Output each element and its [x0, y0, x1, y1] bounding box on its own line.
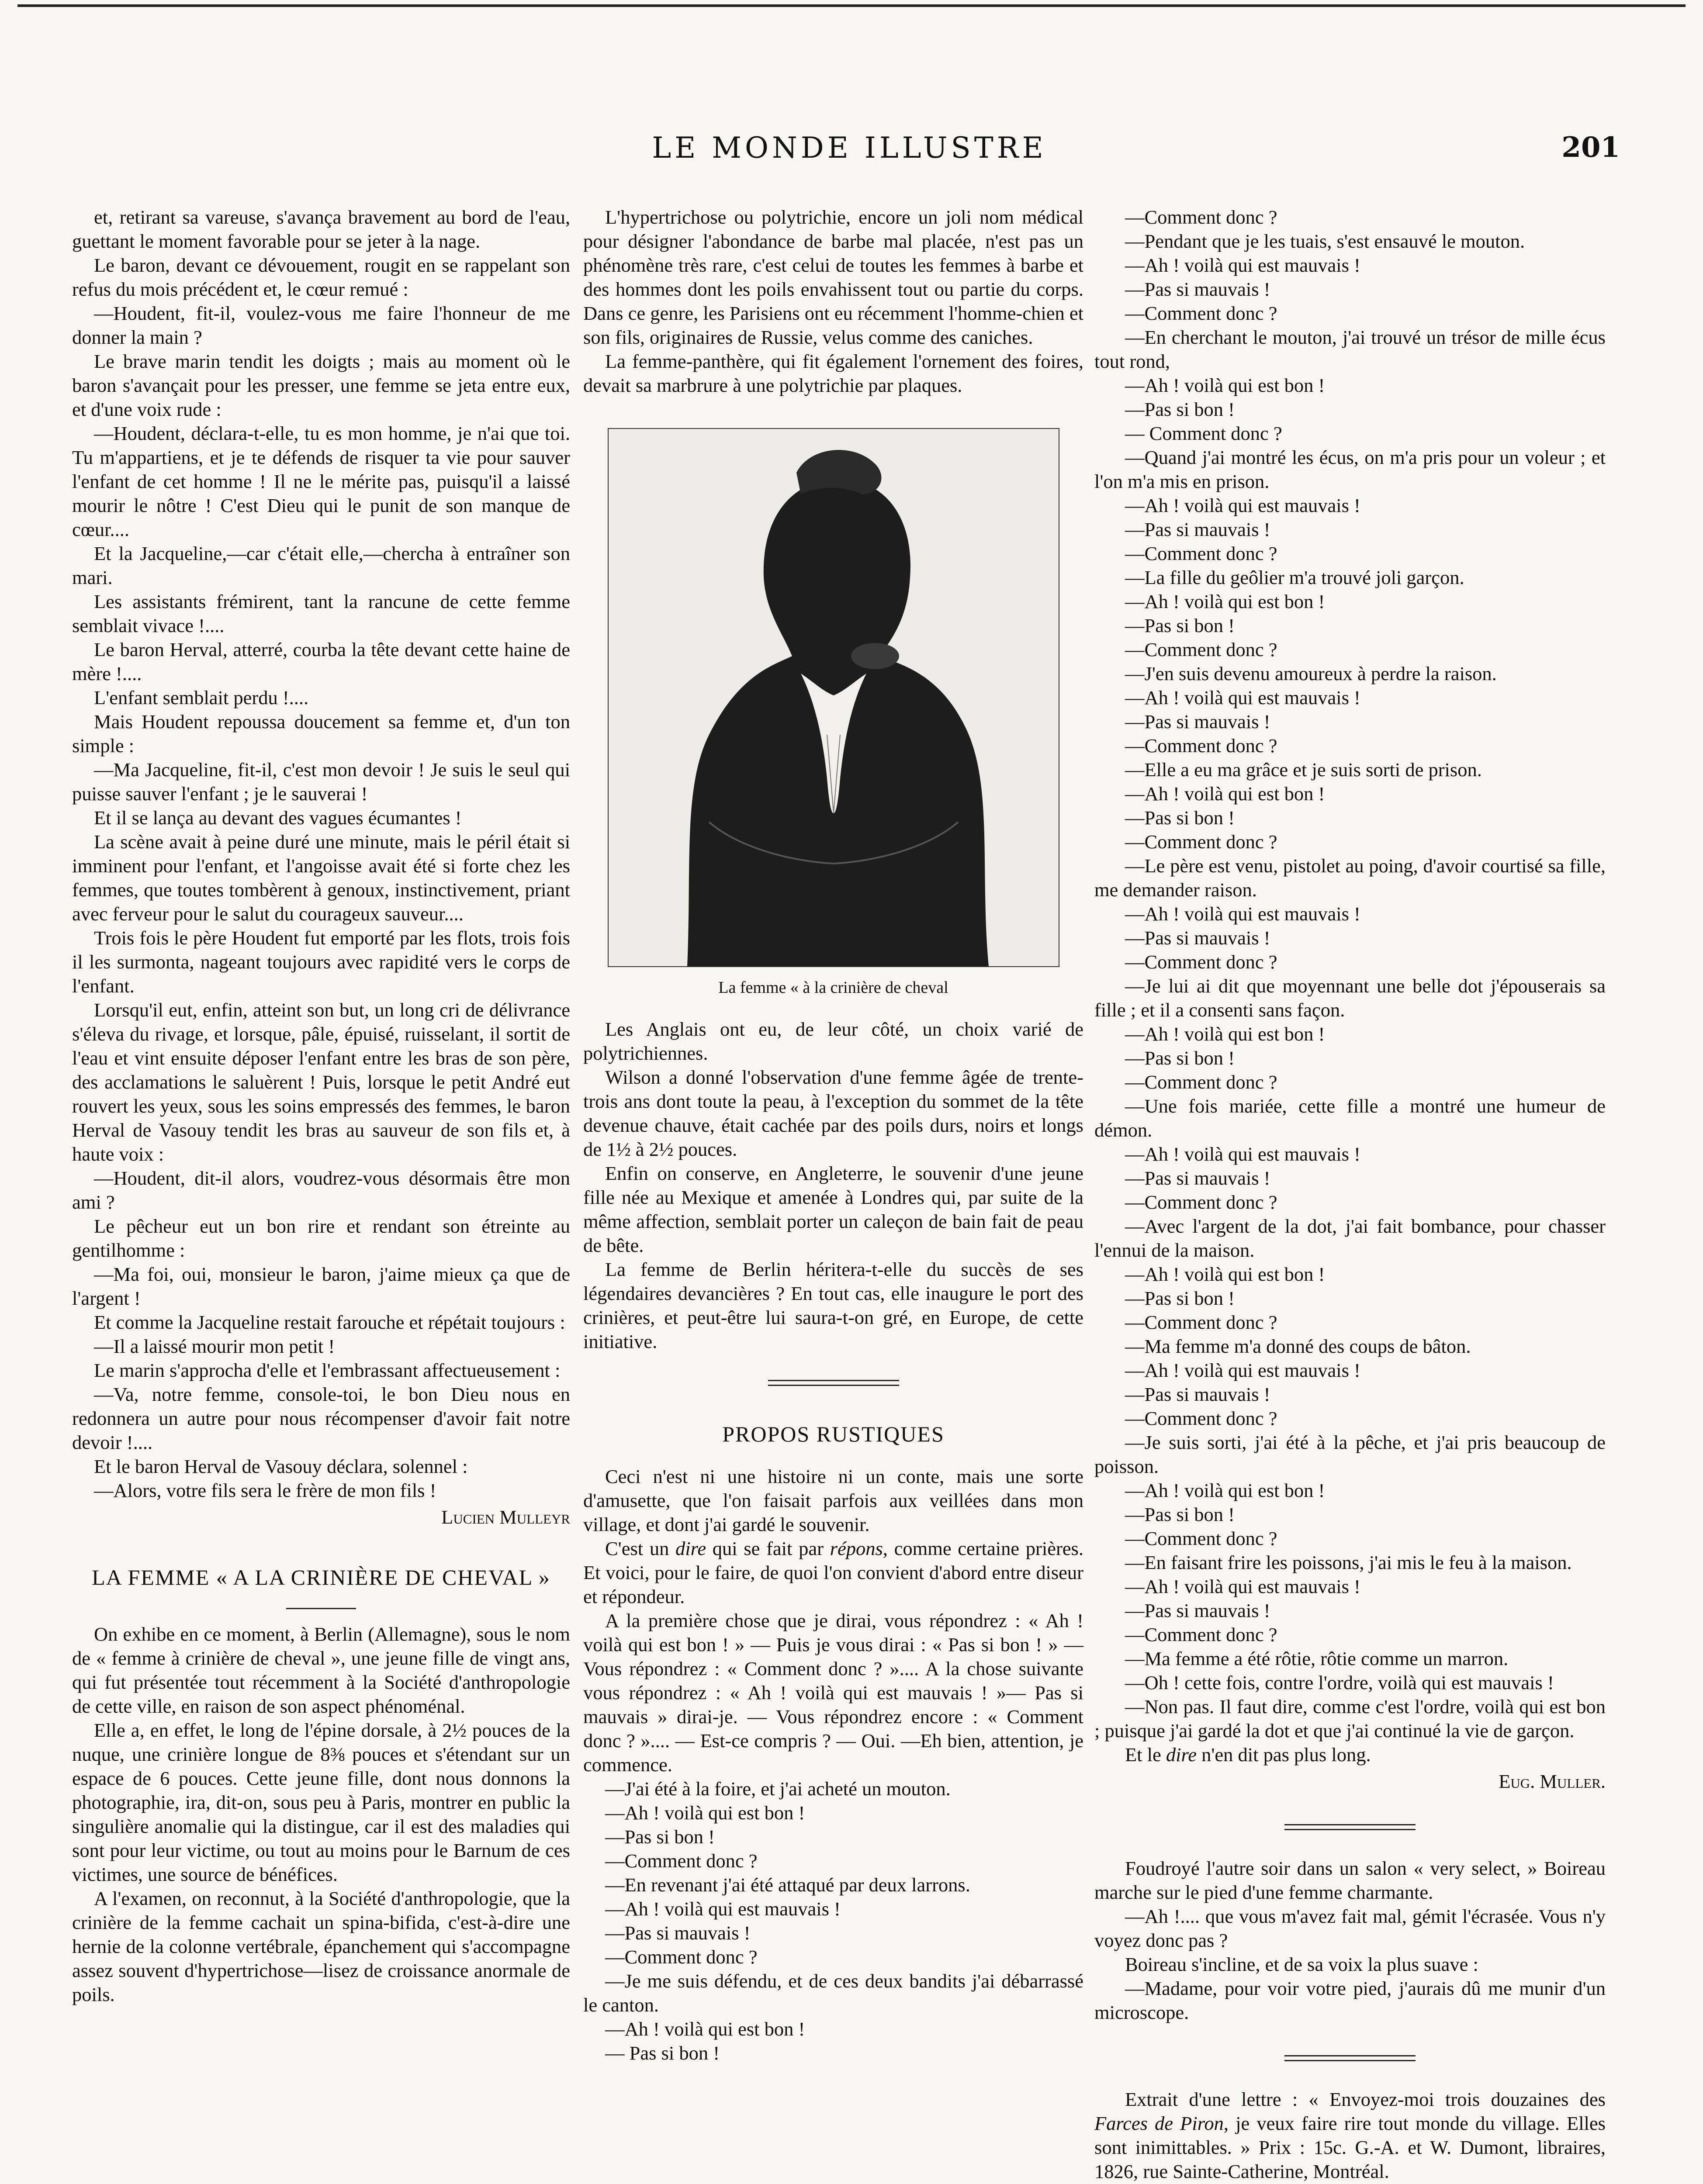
- paragraph: Le marin s'approcha d'elle et l'embrassant affectueusement :: [94, 1359, 561, 1381]
- propos-text: C'est un: [605, 1538, 676, 1559]
- dialogue-line: A la première chose que je dirai, vous répondrez : « Ah ! voilà qui est bon ! » — Puis je vous dirai : « Pas si bon ! » — Vous répondrez : « Comment donc ? ».... A la chose suivante vous répondrez : « Ah ! voilà qui est mauvais ! »— Pas si mauvais » dirai-je. — Vous répondrez encore : « Comment donc ? ».... — Est-ce compris ? — Oui. —Eh bien, attention, je commence.: [583, 1610, 1083, 1776]
- story-continuation: [72, 205, 570, 1503]
- dialogue-line: —Comment donc ?: [1125, 206, 1277, 228]
- dialogue-line: —Ah ! voilà qui est mauvais !: [1125, 1359, 1360, 1381]
- extrait-text: Extrait d'une lettre : « Envoyez-moi trois douzaines des: [1125, 2088, 1606, 2110]
- paragraph: L'enfant semblait perdu !....: [94, 687, 309, 708]
- paragraph: Les assistants frémirent, tant la rancune de cette femme semblait vivace !....: [72, 591, 570, 636]
- dialogue-line: —Pas si mauvais !: [1125, 1167, 1270, 1189]
- dialogue-line: —Ah ! voilà qui est mauvais !: [1125, 687, 1360, 708]
- closing-text: n'en dit pas plus long.: [1196, 1744, 1371, 1766]
- dialogue-line: —Ah ! voilà qui est bon !: [1125, 1023, 1325, 1045]
- dialogue-line: —Ah ! voilà qui est bon !: [1125, 1479, 1325, 1501]
- paragraph: Wilson a donné l'observation d'une femme âgée de trente-trois ans dont toute la peau, à l'exception du sommet de la tête devenue chauve, était cachée par des poils durs, noirs et longs de 1½ à 2½ pouces.: [583, 1066, 1083, 1160]
- photo-caption: La femme « à la crinière de cheval: [718, 978, 948, 997]
- extrait-lettre: [1094, 2087, 1606, 2184]
- paragraph: Lorsqu'il eut, enfin, atteint son but, un long cri de délivrance s'éleva du rivage, et lorsque, pâle, épuisé, ruisselant, il sortit de l'eau et vint ensuite déposer l'enfant entre les bras de son père, des acclamations le saluèrent ! Puis, lorsque le petit André eut rouvert les yeux, sous les soins empressés des femmes, le baron Herval de Vasouy tendit les bras au sauveur de son fils et, à haute voix :: [72, 999, 570, 1165]
- dialogue-line: —Comment donc ?: [1125, 1191, 1277, 1213]
- title-rule: [286, 1608, 356, 1609]
- paragraph: Foudroyé l'autre soir dans un salon « very select, » Boireau marche sur le pied d'une femme charmante.: [1094, 1857, 1606, 1903]
- signature-muller: Eug. Muller.: [1499, 1770, 1606, 1792]
- propos-term-repons: répons: [830, 1538, 883, 1559]
- dialogue-line: —Oh ! cette fois, contre l'ordre, voilà qui est mauvais !: [1125, 1672, 1554, 1693]
- propos-dialogue: [583, 1609, 1083, 2065]
- dialogue-line: —Pendant que je les tuais, s'est ensauvé le mouton.: [1125, 230, 1525, 252]
- closing-text: Et le: [1125, 1744, 1166, 1766]
- dialogue-line: —Pas si mauvais !: [1125, 1383, 1270, 1405]
- signature-mulleyr: Lucien Mulleyr: [441, 1506, 570, 1528]
- journal-title: LE MONDE ILLUSTRE: [652, 131, 1047, 165]
- section-title-propos: PROPOS RUSTIQUES: [722, 1422, 945, 1446]
- column-1: [72, 205, 570, 2007]
- dialogue-line: —Ah ! voilà qui est bon !: [1125, 591, 1325, 612]
- dialogue-line: —Ma femme a été rôtie, rôtie comme un marron.: [1125, 1648, 1509, 1669]
- propos-rule-paragraph: [583, 1537, 1083, 1609]
- paragraph: La femme de Berlin héritera-t-elle du succès de ses légendaires devancières ? En tout cas, elle inaugure le port des crinières, et peut-être lui saura-t-on gré, en Europe, de cette initiative.: [583, 1258, 1083, 1352]
- article-criniere-body: [72, 1622, 570, 2007]
- dialogue-line: —Pas si bon !: [1125, 615, 1235, 636]
- dialogue-line: —Ah ! voilà qui est bon !: [1125, 783, 1325, 805]
- dialogue-line: —Comment donc ?: [1125, 831, 1277, 853]
- dialogue-line: —Ah ! voilà qui est bon !: [1125, 1263, 1325, 1285]
- paragraph: —Madame, pour voir votre pied, j'aurais dû me munir d'un microscope.: [1094, 1977, 1606, 2023]
- paragraph: Et la Jacqueline,—car c'était elle,—chercha à entraîner son mari.: [72, 543, 570, 588]
- dialogue-line: —Comment donc ?: [1125, 1527, 1277, 1549]
- dialogue-line: —Ah ! voilà qui est bon !: [605, 2018, 805, 2040]
- section-divider: [1284, 1824, 1416, 1830]
- paragraph: Les Anglais ont eu, de leur côté, un choix varié de polytrichiennes.: [583, 1018, 1083, 1064]
- paragraph: Et il se lança au devant des vagues écumantes !: [94, 807, 462, 829]
- paragraph: —Houdent, fit-il, voulez-vous me faire l'honneur de me donner la main ?: [72, 302, 570, 348]
- dialogue-line: —En faisant frire les poissons, j'ai mis le feu à la maison.: [1125, 1552, 1572, 1573]
- polytrichie-paragraphs: [583, 1017, 1083, 1354]
- section-divider: [1284, 2055, 1416, 2061]
- dialogue-line: — Comment donc ?: [1125, 422, 1282, 444]
- paragraph: L'hypertrichose ou polytrichie, encore un joli nom médical pour désigner l'abondance de barbe mal placée, n'est pas un phénomène très rare, c'est celui de toutes les femmes à barbe et des hommes dont les poils envahissent tout ou partie du corps. Dans ce genre, les Parisiens ont eu récemment l'homme-chien et son fils, originaires de Russie, velus comme des caniches.: [583, 206, 1083, 348]
- dialogue-line: —Comment donc ?: [1125, 639, 1277, 660]
- paragraph: —Houdent, déclara-t-elle, tu es mon homme, je n'ai que toi. Tu m'appartiens, et je te défends de risquer ta vie pour sauver l'enfant de cet homme ! Il ne le mérite pas, puisqu'il a laissé mourir le nôtre ! C'est Dieu qui le punit de son manque de cœur....: [72, 422, 570, 540]
- dialogue-line: —J'en suis devenu amoureux à perdre la raison.: [1125, 663, 1497, 684]
- dialogue-line: —Elle a eu ma grâce et je suis sorti de prison.: [1125, 759, 1482, 781]
- dialogue-line: —Pas si bon !: [1125, 1287, 1235, 1309]
- page-header: [79, 131, 1620, 166]
- closing-term-dire: dire: [1166, 1744, 1197, 1766]
- dialogue-line: —Pas si bon !: [605, 1826, 715, 1848]
- dialogue-line: —Pas si mauvais !: [605, 1922, 751, 1944]
- dialogue-line: —Non pas. Il faut dire, comme c'est l'ordre, voilà qui est bon ; puisque j'ai gardé la dot et que j'ai continué la vie de garçon.: [1094, 1696, 1606, 1742]
- woman-back-illustration: [609, 429, 1059, 966]
- dialogue-line: —Comment donc ?: [605, 1946, 758, 1968]
- dialogue-line: —Ah ! voilà qui est mauvais !: [1125, 494, 1360, 516]
- paragraph: Elle a, en effet, le long de l'épine dorsale, à 2½ pouces de la nuque, une crinière longue de 8⅜ pouces et s'étendant sur un espace de 6 pouces. Cette jeune fille, dont nous donnons la photographie, ira, dit-on, sous peu à Paris, montrer en public la singulière anomalie qui la distingue, car il est des maladies qui sont pour leur victime, ou tout au moins pour le Barnum de ces victimes, une source de bénéfices.: [72, 1719, 570, 1885]
- dialogue-line: —Ah ! voilà qui est bon !: [605, 1802, 805, 1824]
- article-title-criniere: LA FEMME « A LA CRINIÈRE DE CHEVAL »: [92, 1565, 550, 1590]
- dialogue-line: —Comment donc ?: [605, 1850, 758, 1872]
- dialogue-line: —Pas si mauvais !: [1125, 927, 1270, 949]
- paragraph: —Houdent, dit-il alors, voudrez-vous désormais être mon ami ?: [72, 1167, 570, 1213]
- section-divider: [768, 1380, 899, 1386]
- dialogue-line: —Je suis sorti, j'ai été à la pêche, et j'ai pris beaucoup de poisson.: [1094, 1431, 1606, 1477]
- dialogue-line: —Ah ! voilà qui est mauvais !: [1125, 254, 1360, 276]
- paragraph: Et le baron Herval de Vasouy déclara, solennel :: [94, 1455, 468, 1477]
- dialogue-line: —Comment donc ?: [1125, 951, 1277, 973]
- woman-back-photo: [608, 428, 1059, 967]
- paragraph: La femme-panthère, qui fit également l'ornement des foires, devait sa marbrure à une polytrichie par plaques.: [583, 350, 1083, 396]
- article-criniere-continued: [583, 205, 1083, 397]
- dialogue-line: —J'ai été à la foire, et j'ai acheté un mouton.: [605, 1778, 951, 1800]
- dialogue-line: —Comment donc ?: [1125, 1311, 1277, 1333]
- propos-text: qui se fait par: [706, 1538, 830, 1559]
- extrait-book-title: Farces de Piron: [1094, 2112, 1224, 2134]
- paragraph: —Va, notre femme, console-toi, le bon Dieu nous en redonnera un autre pour nous récompenser d'avoir fait notre devoir !....: [72, 1383, 570, 1453]
- anecdote-boireau: [1094, 1856, 1606, 2025]
- dialogue-line: —Je lui ai dit que moyennant une belle dot j'épouserais sa fille ; et il a consenti sans façon.: [1094, 975, 1606, 1021]
- paragraph: —Il a laissé mourir mon petit !: [94, 1335, 335, 1357]
- dialogue-line: —Une fois mariée, cette fille a montré une humeur de démon.: [1094, 1095, 1606, 1141]
- dialogue-line: — Pas si bon !: [605, 2042, 720, 2064]
- column-3: [1094, 205, 1606, 2184]
- propos-intro: Ceci n'est ni une histoire ni un conte, mais une sorte d'amusette, que l'on faisait parfois aux veillées dans mon village, et dont j'ai gardé le souvenir.: [583, 1465, 1083, 1535]
- dialogue-line: —Pas si mauvais !: [1125, 278, 1270, 300]
- paragraph: et, retirant sa vareuse, s'avança bravement au bord de l'eau, guettant le moment favorable pour se jeter à la nage.: [72, 206, 570, 252]
- paragraph: —Ah !.... que vous m'avez fait mal, gémit l'écrasée. Vous n'y voyez donc pas ?: [1094, 1905, 1606, 1951]
- paragraph: On exhibe en ce moment, à Berlin (Allemagne), sous le nom de « femme à crinière de cheval », une jeune fille de vingt ans, qui fut présentée tout récemment à la Société d'anthropologie de cette ville, en raison de son aspect phénoménal.: [72, 1623, 570, 1717]
- propos-term-dire: dire: [675, 1538, 706, 1559]
- dialogue-line: —Ah ! voilà qui est mauvais !: [605, 1898, 841, 1920]
- extrait-text: , je veux faire rire tout monde du village. Elles sont inimittables. » Prix : 15c. G.-A. et W. Dumont, libraires, 1826, rue Sainte-Catherine, Montréal.: [1094, 2112, 1606, 2182]
- paragraph: —Alors, votre fils sera le frère de mon fils !: [94, 1479, 436, 1501]
- dialogue-line: —Comment donc ?: [1125, 1071, 1277, 1093]
- dialogue-line: —Pas si mauvais !: [1125, 1600, 1270, 1621]
- dialogue-line: —Ah ! voilà qui est mauvais !: [1125, 1576, 1360, 1597]
- top-rule: [17, 4, 1686, 7]
- dialogue-line: —Ah ! voilà qui est bon !: [1125, 374, 1325, 396]
- dialogue-line: —Ma femme m'a donné des coups de bâton.: [1125, 1335, 1471, 1357]
- paragraph: Le pêcheur eut un bon rire et rendant son étreinte au gentilhomme :: [72, 1215, 570, 1261]
- dialogue-line: —Comment donc ?: [1125, 735, 1277, 757]
- dialogue-line: —Pas si bon !: [1125, 807, 1235, 829]
- paragraph: Et comme la Jacqueline restait farouche et répétait toujours :: [94, 1311, 565, 1333]
- paragraph: La scène avait à peine duré une minute, mais le péril était si imminent pour l'enfant, et l'angoisse avait été si forte chez les femmes, que toutes tombèrent à genoux, instinctivement, priant avec ferveur pour le salut du courageux sauveur....: [72, 831, 570, 925]
- dialogue-line: —Pas si bon !: [1125, 1047, 1235, 1069]
- dialogue-line: —Ah ! voilà qui est mauvais !: [1125, 903, 1360, 925]
- propos-closing: [1094, 1743, 1606, 1767]
- dialogue-line: —Pas si mauvais !: [1125, 711, 1270, 733]
- paragraph: —Ma Jacqueline, fit-il, c'est mon devoir ! Je suis le seul qui puisse sauver l'enfant ; je le sauverai !: [72, 759, 570, 805]
- paragraph: A l'examen, on reconnut, à la Société d'anthropologie, que la crinière de la femme cachait un spina-bifida, c'est-à-dire une hernie de la colonne vertébrale, épanchement qui s'accompagne assez souvent d'hypertrichose—lisez de croissance anormale de poils.: [72, 1887, 570, 2005]
- dialogue-line: —Ah ! voilà qui est mauvais !: [1125, 1143, 1360, 1165]
- dialogue-line: —Avec l'argent de la dot, j'ai fait bombance, pour chasser l'ennui de la maison.: [1094, 1215, 1606, 1261]
- paragraph: Le baron, devant ce dévouement, rougit en se rappelant son refus du mois précédent et, le cœur remué :: [72, 254, 570, 300]
- dialogue-line: —En cherchant le mouton, j'ai trouvé un trésor de mille écus tout rond,: [1094, 326, 1606, 372]
- propos-text: , comme certaine prières. Et voici, pour le faire, de quoi l'on convient d'abord entre diseur et répondeur.: [583, 1538, 1083, 1607]
- dialogue-line: —Quand j'ai montré les écus, on m'a pris pour un voleur ; et l'on m'a mis en prison.: [1094, 446, 1606, 492]
- dialogue-line: —En revenant j'ai été attaqué par deux larrons.: [605, 1874, 970, 1896]
- paragraph: Le brave marin tendit les doigts ; mais au moment où le baron s'avançait pour les presser, une femme se jeta entre eux, et d'une voix rude :: [72, 350, 570, 420]
- paragraph: Trois fois le père Houdent fut emporté par les flots, trois fois il les surmonta, nageant toujours avec rapidité vers le corps de l'enfant.: [72, 927, 570, 997]
- dialogue-line: —Le père est venu, pistolet au poing, d'avoir courtisé sa fille, me demander raison.: [1094, 855, 1606, 901]
- paragraph: Enfin on conserve, en Angleterre, le souvenir d'une jeune fille née au Mexique et amenée à Londres qui, par suite de la même affection, semblait porter un caleçon de bain fait de peau de bête.: [583, 1162, 1083, 1256]
- propos-dialogue-continued: [1094, 205, 1606, 1743]
- dialogue-line: —Comment donc ?: [1125, 543, 1277, 564]
- paragraph: Boireau s'incline, et de sa voix la plus suave :: [1125, 1953, 1478, 1975]
- dialogue-line: —Comment donc ?: [1125, 1407, 1277, 1429]
- dialogue-line: —Pas si bon !: [1125, 398, 1235, 420]
- paragraph: Mais Houdent repoussa doucement sa femme et, d'un ton simple :: [72, 711, 570, 757]
- paragraph: —Ma foi, oui, monsieur le baron, j'aime mieux ça que de l'argent !: [72, 1263, 570, 1309]
- dialogue-line: —Comment donc ?: [1125, 1624, 1277, 1645]
- dialogue-line: —Pas si bon !: [1125, 1503, 1235, 1525]
- dialogue-line: —La fille du geôlier m'a trouvé joli garçon.: [1125, 567, 1464, 588]
- page-number: 201: [1561, 131, 1620, 164]
- paragraph: Le baron Herval, atterré, courba la tête devant cette haine de mère !....: [72, 639, 570, 684]
- column-2: [583, 205, 1083, 2065]
- dialogue-line: —Je me suis défendu, et de ces deux bandits j'ai débarrassé le canton.: [583, 1970, 1083, 2016]
- dialogue-line: —Pas si mauvais !: [1125, 518, 1270, 540]
- dialogue-line: —Comment donc ?: [1125, 302, 1277, 324]
